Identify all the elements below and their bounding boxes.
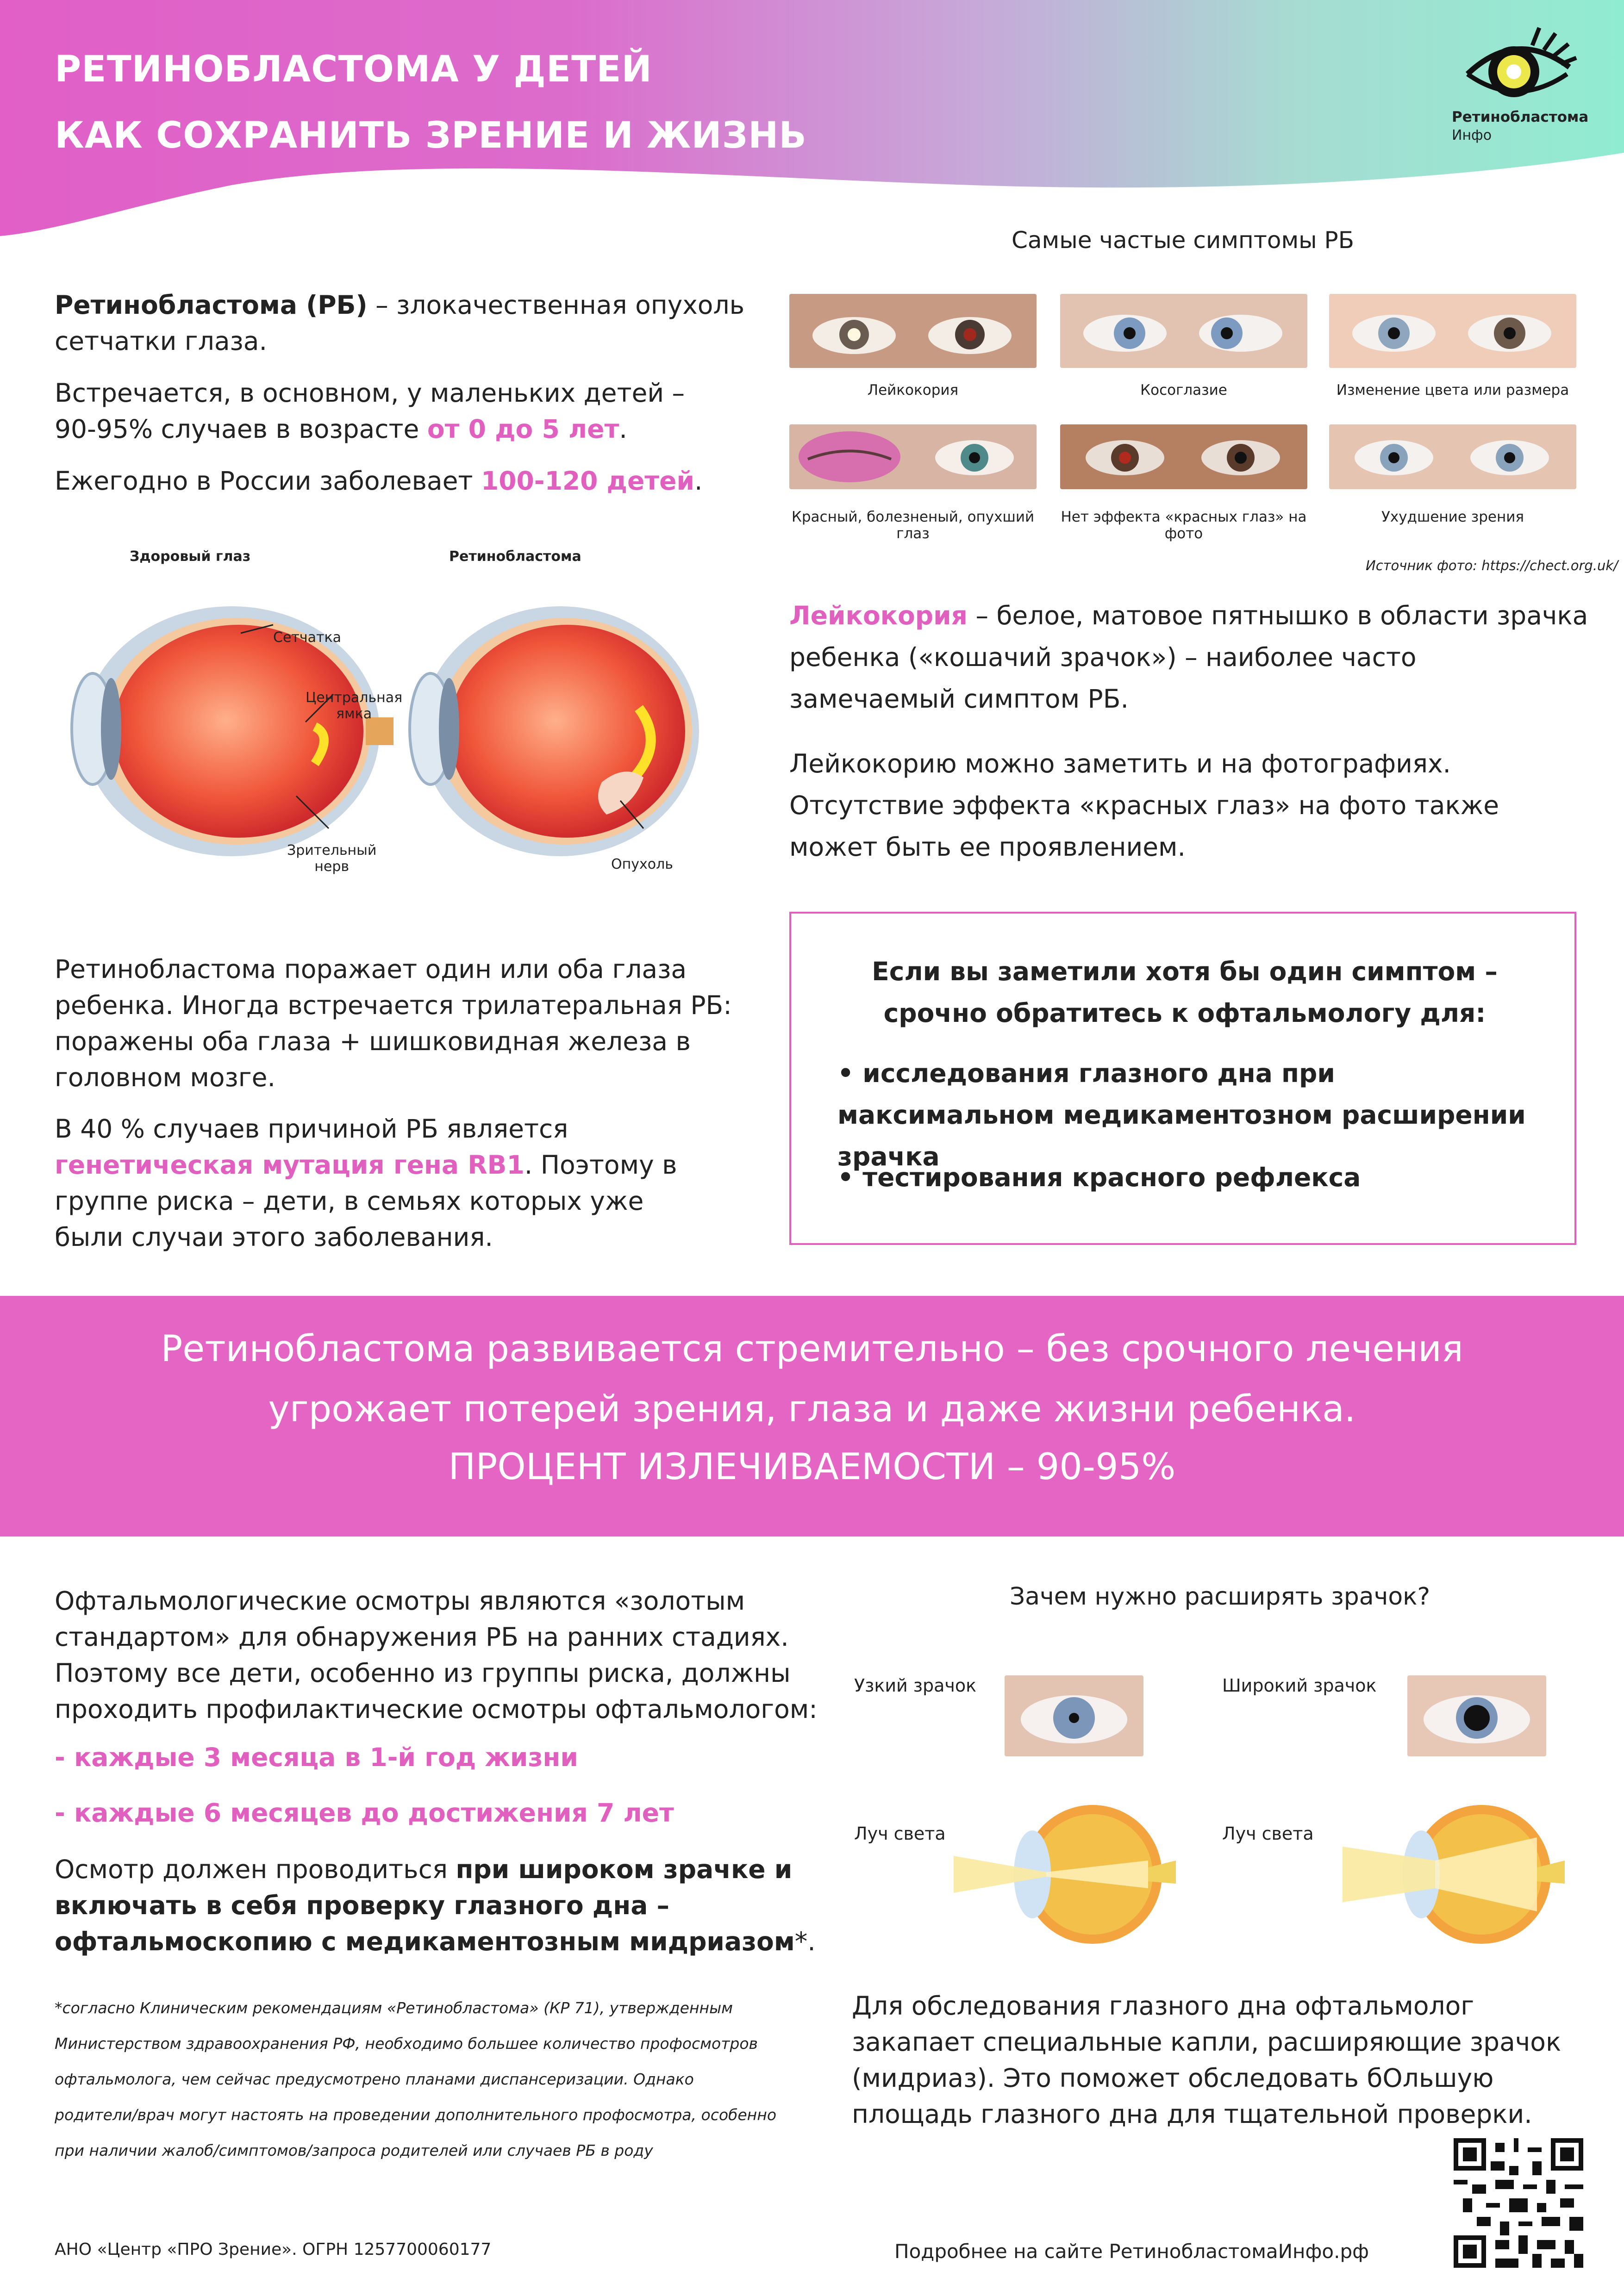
label-tumor: Опухоль — [611, 856, 673, 872]
exam-req-start: Осмотр должен проводиться — [55, 1854, 456, 1884]
callout-item-red-reflex: • тестирования красного рефлекса — [837, 1163, 1361, 1192]
intro-text-2: Встречается, в основном, у маленьких детей – 90-95% случаев в возрасте — [55, 378, 685, 444]
intro-text-2-end: . — [619, 414, 627, 444]
eye-cross-section-illustration — [56, 569, 750, 893]
label-fovea — [306, 690, 402, 722]
narrow-pupil-diagram — [954, 1791, 1176, 1958]
label-nerve-line1: Зрительный — [287, 842, 377, 859]
wide-pupil-label: Широкий зрачок — [1222, 1675, 1377, 1696]
symptoms-heading: Самые частые симптомы РБ — [1012, 227, 1354, 254]
banner-line3: ПРОЦЕНТ ИЗЛЕЧИВАЕМОСТИ – 90-95% — [448, 1446, 1176, 1488]
photo-source: Источник фото: https://chect.org.uk/ — [1366, 558, 1618, 573]
symptom-label-3: Изменение цвета или размера — [1336, 382, 1569, 398]
logo-name: Ретинобластома — [1452, 109, 1589, 125]
symptom-photo-no-red-reflex — [1060, 424, 1307, 489]
genetic-text-start: В 40 % случаев причиной РБ является — [55, 1114, 568, 1144]
cure-rate-banner — [0, 1296, 1624, 1537]
leukocoria-definition: – белое, матовое пятнышко в области зрачка ребенка («кошачий зрачок») – наиболее часто замечаемый симптом РБ. — [789, 601, 1588, 714]
label-fovea-line1: Центральная — [306, 690, 403, 706]
symptom-photo-strabismus — [1060, 294, 1307, 368]
label-fovea-line2: ямка — [336, 706, 372, 722]
logo[interactable] — [1449, 23, 1588, 148]
intro-paragraph-2 — [55, 375, 712, 447]
symptom-label-1: Лейкокория — [867, 382, 959, 398]
symptom-photo-color-change — [1329, 294, 1576, 368]
cases-highlight: 100-120 детей — [481, 466, 694, 496]
age-highlight: от 0 до 5 лет — [427, 414, 619, 444]
symptom-photo-leukocoria — [789, 294, 1037, 368]
narrow-pupil-label: Узкий зрачок — [854, 1675, 977, 1696]
rb-eye-shape — [410, 606, 699, 856]
genetic-text-end: . Поэтому в группе риска – дети, в семьях которых уже были случаи этого заболевания. — [55, 1150, 677, 1252]
callout-heading: Если вы заметили хотя бы один симптом – срочно обратитесь к офтальмологу для: — [872, 957, 1498, 1028]
pupil-heading: Зачем нужно расширять зрачок? — [1009, 1583, 1430, 1611]
healthy-eye-shape — [72, 606, 394, 856]
light-beam-label-wide: Луч света — [1222, 1823, 1314, 1844]
banner-line1: Ретинобластома развивается стремительно – без срочного лечения — [161, 1328, 1463, 1370]
eye-icon — [1458, 23, 1579, 102]
symptom-label-4: Красный, болезненый, опухший глаз — [791, 509, 1035, 542]
footer-organization: АНО «Центр «ПРО Зрение». ОГРН 1257700060177 — [55, 2240, 492, 2259]
qr-code[interactable] — [1454, 2138, 1583, 2268]
footer-site-link[interactable]: Подробнее на сайте РетинобластомаИнфо.рф — [894, 2240, 1369, 2263]
light-beam-label-narrow: Луч света — [854, 1823, 946, 1844]
intro-text-3-end: . — [694, 466, 703, 496]
intro-text-3: Ежегодно в России заболевает — [55, 466, 481, 496]
exam-req-bold: при широком зрачке и включать в себя проверку глазного дна – офтальмоскопию с медикаментозным мидриазом — [55, 1854, 795, 1956]
symptoms-grid — [789, 294, 1576, 590]
exam-req-end: *. — [794, 1927, 816, 1956]
intro-paragraph-3 — [55, 463, 749, 499]
leukocoria-term: Лейкокория — [789, 601, 968, 630]
label-retina: Сетчатка — [273, 629, 341, 646]
callout-item-fundus: • исследования глазного дна при максимальном медикаментозном расширении зрачка — [837, 1058, 1526, 1171]
wide-pupil-diagram — [1343, 1791, 1565, 1958]
rb-bilateral-paragraph: Ретинобластома поражает один или оба глаза ребенка. Иногда встречается трилатеральная РБ: поражены оба глаза + шишковидная железа в головном мозге. — [55, 954, 732, 1092]
symptom-photo-red-eye — [789, 424, 1037, 489]
page-title-line1: РЕТИНОБЛАСТОМА У ДЕТЕЙ — [55, 49, 652, 90]
intro-text-1: – злокачественная опухоль сетчатки глаза. — [55, 290, 745, 356]
label-optic-nerve — [287, 842, 376, 875]
symptom-label-2: Косоглазие — [1140, 382, 1227, 398]
see-doctor-callout — [789, 912, 1576, 1245]
exam-frequency-first-year: - каждые 3 месяца в 1-й год жизни — [55, 1742, 578, 1772]
leukocoria-photo-paragraph: Лейкокорию можно заметить и на фотографиях. Отсутствие эффекта «красных глаз» на фото также может быть ее проявлением. — [789, 749, 1499, 862]
exams-paragraph: Офтальмологические осмотры являются «золотым стандартом» для обнаружения РБ на ранних стадиях. Поэтому все дети, особенно из группы риска, должны проходить профилактические осмотры офтальмологом: — [55, 1586, 818, 1724]
label-nerve-line2: нерв — [314, 859, 350, 875]
mydriasis-paragraph: Для обследования глазного дна офтальмолог закапает специальные капли, расширяющие зрачок (мидриаз). Это поможет обследовать бОльшую площадь глазного дна для тщательной проверки. — [852, 1991, 1562, 2129]
intro-paragraph-1 — [55, 287, 749, 359]
symptom-label-6: Ухудшение зрения — [1381, 509, 1524, 525]
leukocoria-paragraph — [789, 595, 1590, 720]
banner-line2: угрожает потерей зрения, глаза и даже жизни ребенка. — [268, 1388, 1356, 1430]
label-rb-eye: Ретинобластома — [449, 548, 581, 565]
clinical-guidelines-footnote: *согласно Клиническим рекомендациям «Ретинобластома» (КР 71), утвержденным Министерством здравоохранения РФ, необходимо большее количество профосмотров офтальмолога, чем сейчас предусмотрено планами диспансеризации. Однако родители/врач могут настоять на проведении дополнительного профосмотра, особенно при наличии жалоб/симптомов/запроса родителей или случаев РБ в роду — [55, 1999, 777, 2159]
exam-frequency-until-7: - каждые 6 месяцев до достижения 7 лет — [55, 1798, 674, 1828]
genetic-paragraph — [55, 1111, 712, 1255]
page-title-line2: КАК СОХРАНИТЬ ЗРЕНИЕ И ЖИЗНЬ — [55, 115, 807, 156]
logo-sub: Инфо — [1452, 127, 1492, 143]
wide-pupil-photo — [1407, 1675, 1546, 1756]
symptom-label-5: Нет эффекта «красных глаз» на фото — [1061, 509, 1307, 542]
label-healthy-eye: Здоровый глаз — [130, 548, 251, 565]
eye-anatomy-diagram — [56, 541, 750, 893]
symptom-photo-vision-loss — [1329, 424, 1576, 489]
exam-requirements-paragraph — [55, 1851, 832, 1960]
genetic-highlight: генетическая мутация гена RB1 — [55, 1150, 525, 1180]
narrow-pupil-photo — [1005, 1675, 1143, 1756]
rb-term: Ретинобластома (РБ) — [55, 290, 368, 320]
